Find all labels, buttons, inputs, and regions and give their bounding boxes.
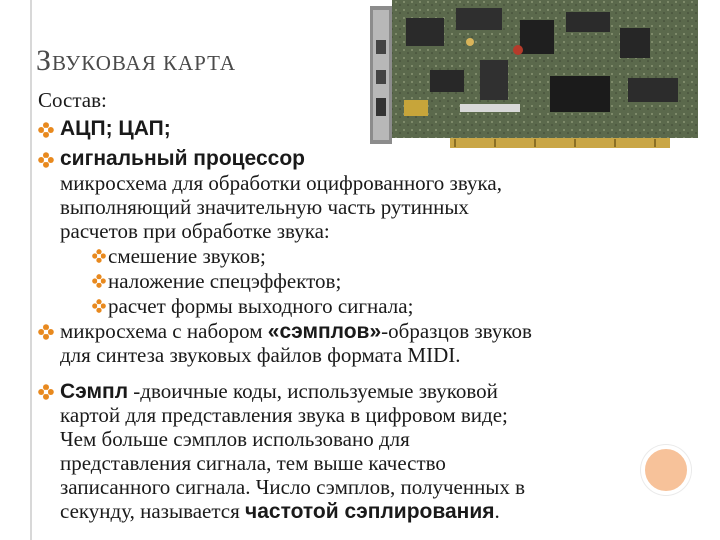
sub-bullet-waveform: расчет формы выходного сигнала; [108,294,414,318]
sample-def-text-1: -двоичные коды, используемые звуковой [128,379,498,403]
flower-bullet-icon [38,384,54,400]
bullet-dsp: сигнальный процессор [60,147,305,170]
sample-def-line-3: Чем больше сэмплов использовано для [60,427,410,451]
bullet-adc-dac: АЦП; ЦАП; [60,117,171,140]
flower-bullet-icon [38,152,54,168]
sample-def-line-1 [60,379,700,404]
sub-bullet-effects: наложение спецэффектов; [108,269,342,293]
sampling-rate-term: частотой сэплирования [245,500,495,523]
flower-bullet-icon [38,324,54,340]
slide-title [36,44,236,78]
samples-text-a: микросхема с набором [60,319,268,343]
samples-line-2: для синтеза звуковых файлов формата MIDI. [60,343,461,367]
left-divider [30,0,32,540]
sample-def-text-6a: секунду, называется [60,499,246,523]
sample-def-line-6 [60,499,700,524]
samples-term: «сэмплов» [267,320,382,343]
dsp-desc-line-2: выполняющий значительную часть рутинных [60,195,469,219]
flower-bullet-icon [38,122,54,138]
title-first-letter: З [36,44,53,77]
composition-label: Состав: [38,88,107,112]
samples-text-c: -образцов звуков [381,319,532,343]
title-rest: ВУКОВАЯ КАРТА [52,51,237,75]
samples-line-1 [60,319,700,344]
sample-def-line-4: представления сигнала, тем выше качество [60,451,446,475]
dsp-desc-line-3: расчетов при обработке звука: [60,219,330,243]
flower-bullet-icon [92,249,106,263]
flower-bullet-icon [92,274,106,288]
dsp-desc-line-1: микросхема для обработки оцифрованного звука, [60,171,502,195]
decorative-circle [641,445,691,495]
sample-def-text-6c: . [494,499,500,523]
sample-term: Сэмпл [60,380,129,403]
sample-def-line-5: записанного сигнала. Число сэмплов, полученных в [60,475,526,499]
sub-bullet-mixing: смешение звуков; [108,244,266,268]
flower-bullet-icon [92,299,106,313]
sample-def-line-2: картой для представления звука в цифровом виде; [60,403,508,427]
